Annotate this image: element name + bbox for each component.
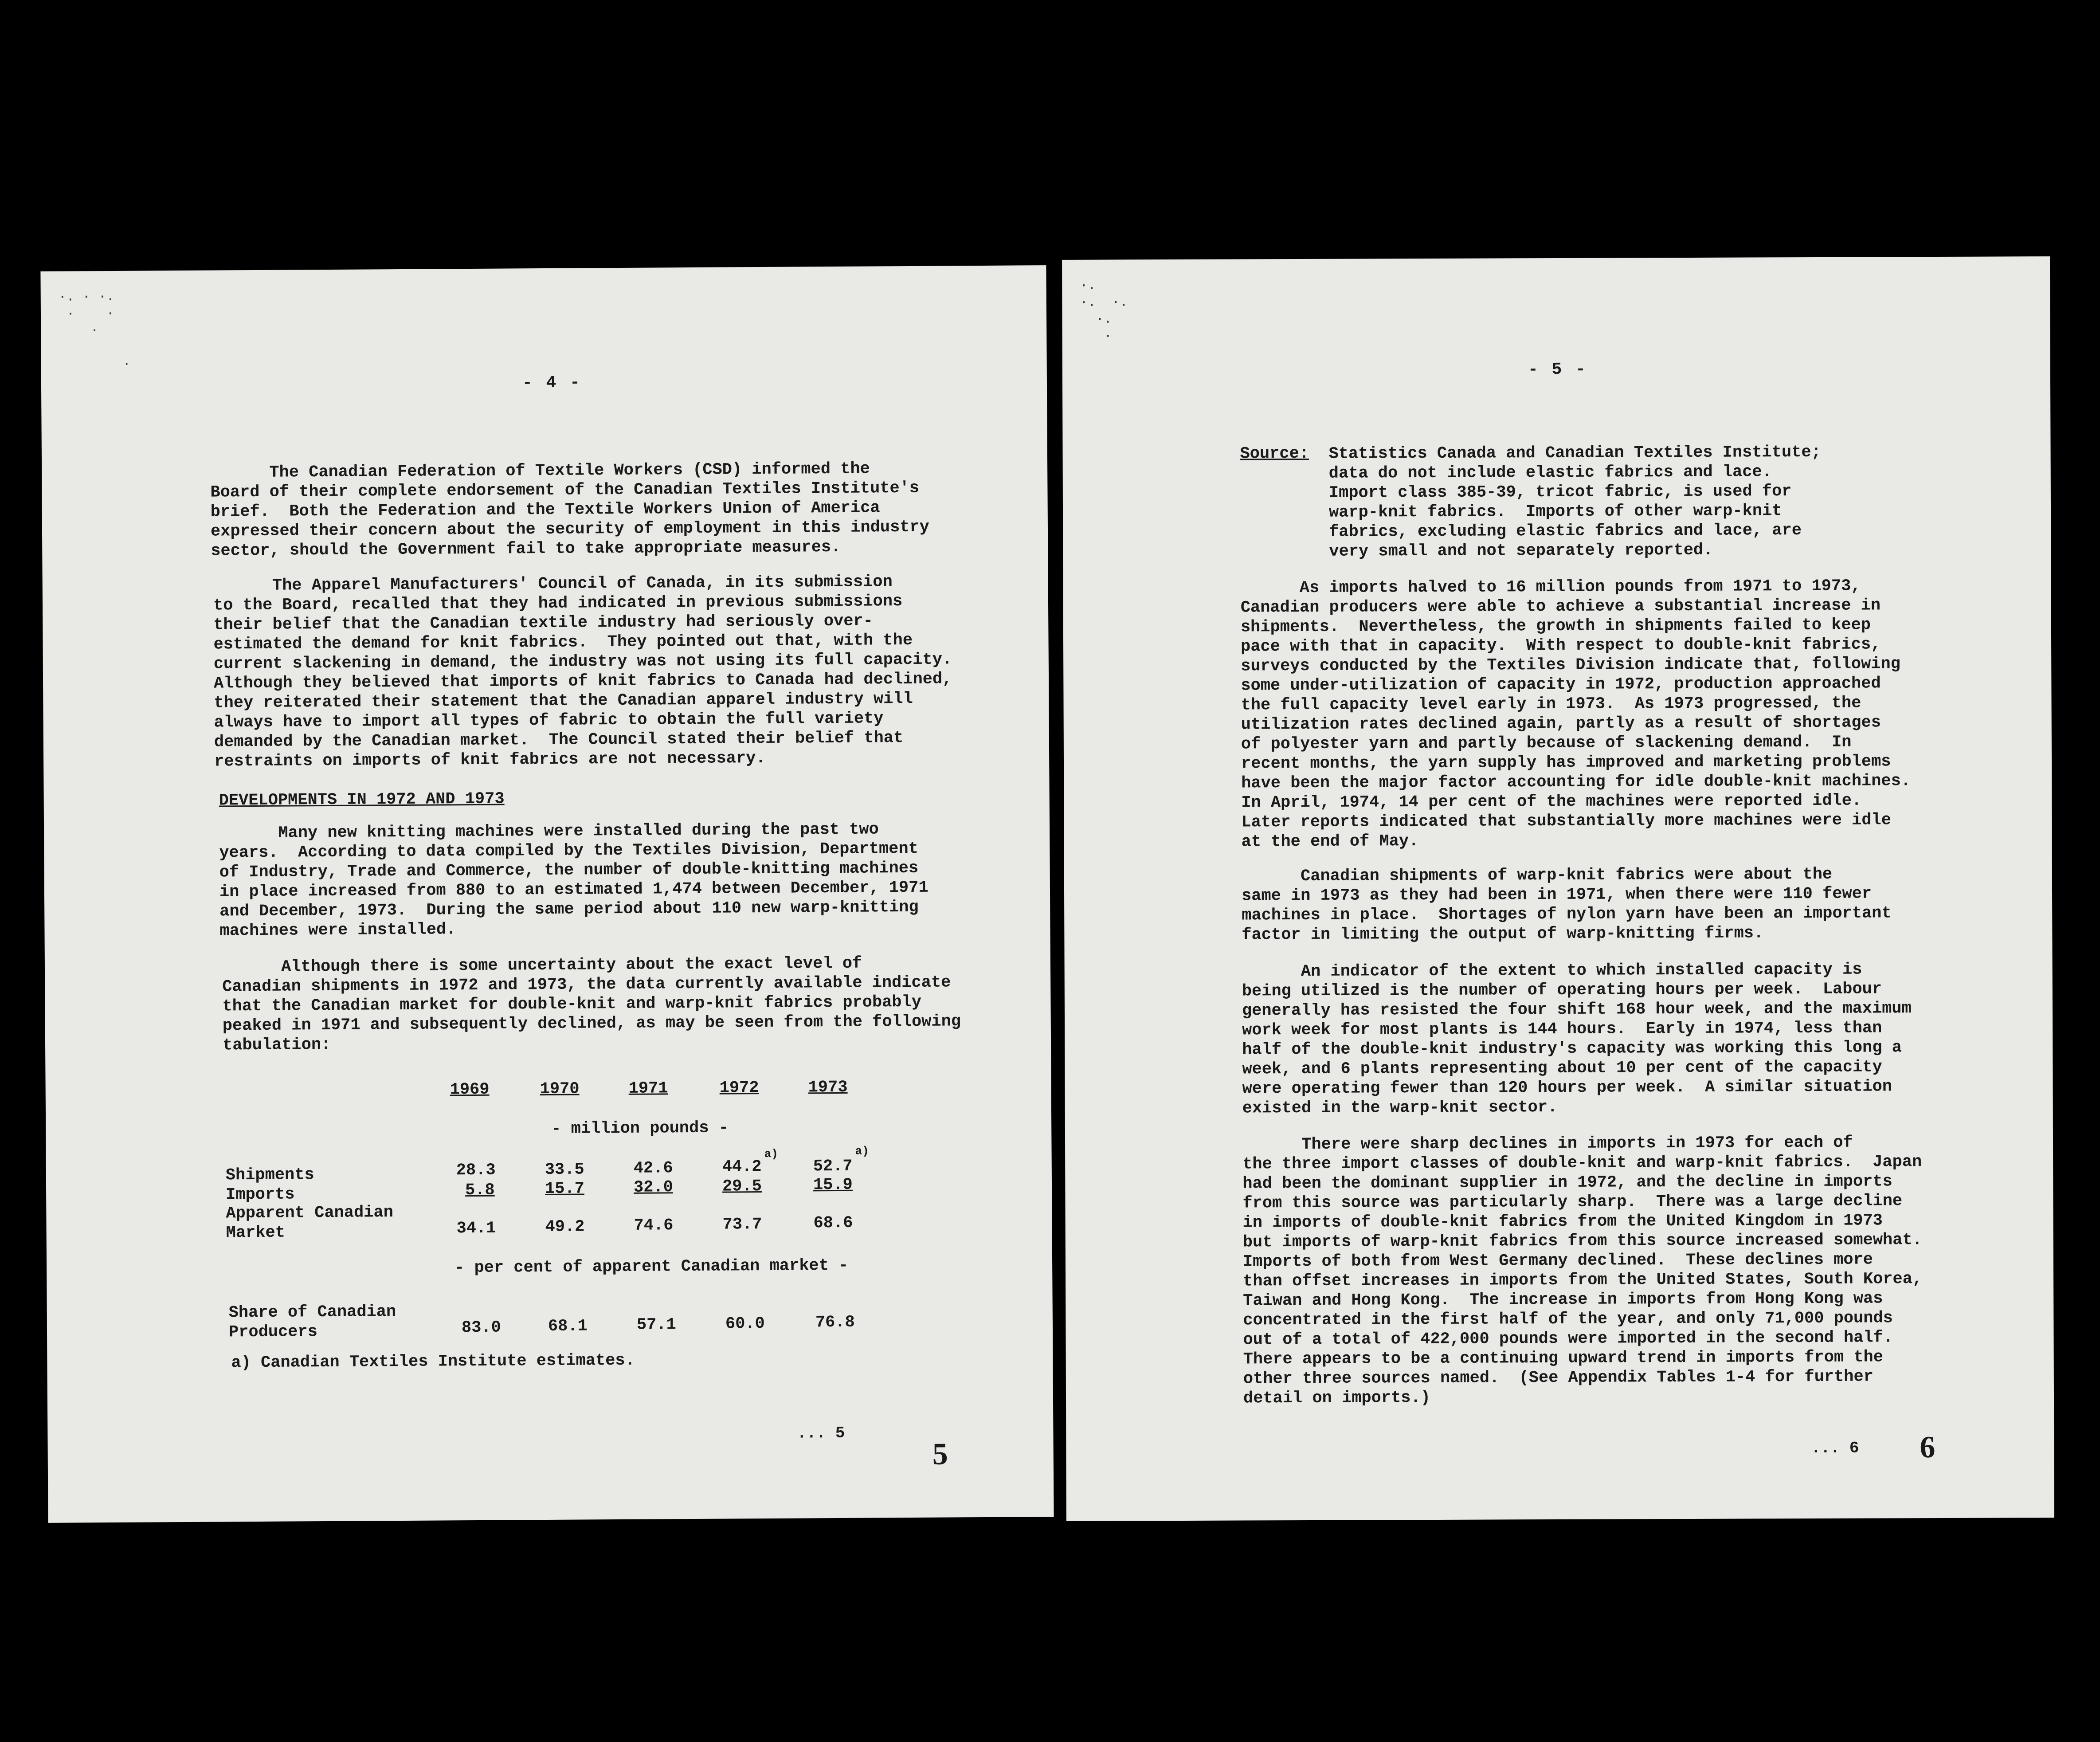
imports-value: 15.9	[813, 1175, 853, 1195]
row-label-share: Share of Canadian	[228, 1303, 396, 1322]
year-header: 1971	[628, 1079, 668, 1098]
year-header: 1969	[450, 1080, 490, 1099]
shipments-value: 28.3	[456, 1161, 496, 1180]
market-value: 34.1	[456, 1219, 496, 1238]
imports-value: 5.8	[465, 1181, 495, 1200]
market-value: 49.2	[545, 1217, 585, 1237]
share-value: 76.8	[815, 1313, 855, 1332]
shipments-value: 52.7	[813, 1157, 853, 1176]
continued-marker: ... 5	[797, 1424, 845, 1443]
year-header: 1973	[808, 1078, 848, 1097]
paragraph-uncertainty: Although there is some uncertainty about the exact level of Canadian shipments in 1972 and 1973, the data currently available indicate that the Canadian market for double-knit and warp-knit fabrics probably peaked in 1971 and subsequently declined, as may be seen from the following tabulation:	[222, 954, 961, 1055]
market-value: 68.6	[813, 1213, 853, 1233]
imports-value: 15.7	[545, 1179, 585, 1199]
paragraph-federation: The Canadian Federation of Textile Workers (CSD) informed the Board of their complete endorsement of the Canadian Textiles Institute's brief. Both the Federation and the Textile Workers Union of America expressed their concern about the security of employment in this industry sector, should the Government fail to take appropriate measures.	[210, 459, 929, 561]
table-footnote: a) Canadian Textiles Institute estimates.	[231, 1351, 635, 1373]
row-label-shipments: Shipments	[225, 1165, 314, 1185]
paragraph-knitting-machines: Many new knitting machines were installed during the past two years. According to data compiled by the Textiles Division, Department of Industry, Trade and Commerce, the number of double-knitting machines in place increased from 880 to an estimated 1,474 between December, 1971 and December, 1973. During the same period about 110 new warp-knitting machines were installed.	[219, 820, 929, 941]
document-page-right	[1062, 256, 2054, 1521]
shipments-footnote-marker: a)	[764, 1147, 778, 1161]
unit-label: - million pounds -	[551, 1118, 729, 1138]
market-value: 73.7	[722, 1215, 762, 1234]
shipments-value: 44.2	[722, 1157, 762, 1177]
row-label-share: Producers	[228, 1322, 317, 1342]
share-value: 68.1	[548, 1317, 588, 1336]
year-header: 1970	[540, 1079, 580, 1099]
continued-marker: ... 6	[1811, 1439, 1859, 1458]
row-label-market: Market	[226, 1223, 286, 1243]
year-header: 1972	[719, 1079, 759, 1098]
market-value: 74.6	[634, 1216, 674, 1235]
document-page-left	[40, 265, 1054, 1523]
section-heading: DEVELOPMENTS IN 1972 AND 1973	[219, 789, 505, 810]
paragraph-apparel-council: The Apparel Manufacturers' Council of Canada, in its submission to the Board, recalled that they had indicated in previous submissions their belief that the Canadian textile industry had seriously over- estimated the demand for knit fabrics. They pointed out that, with the current slackening in demand, the industry was not using its full capacity. Although they believed that imports of knit fabrics to Canada had declined, they reiterated their statement that the Canadian apparel industry will always have to import all types of fabric to obtain the full variety demanded by the Canadian market. The Council stated their belief that restraints on imports of knit fabrics are not necessary.	[213, 573, 952, 771]
paragraph-import-declines: There were sharp declines in imports in 1973 for each of the three import classes of double-knit and warp-knit fabrics. Japan had been the dominant supplier in 1972, and the decline in imports from this source was particularly sharp. There was a large decline in imports of double-knit fabrics from the United Kingdom in 1973 but imports of warp-knit fabrics from this source increased somewhat. Imports of both from West Germany declined. These declines more than offset increases in imports from the United States, South Korea, Taiwan and Hong Kong. The increase in imports from Hong Kong was concentrated in the first half of the year, and only 71,000 pounds out of a total of 422,000 pounds were imported in the second half. There appears to be a continuing upward trend in imports from the other three sources named. (See Appendix Tables 1-4 for further detail on imports.)	[1242, 1133, 1923, 1408]
stamp-number: 6	[1920, 1430, 1935, 1465]
source-label: Source:	[1240, 444, 1309, 463]
paragraph-warp-knit: Canadian shipments of warp-knit fabrics were about the same in 1973 as they had been in 1971, when there were 110 fewer machines in place. Shortages of nylon yarn have been an important factor in limiting the output of warp-knitting firms.	[1241, 865, 1892, 945]
percent-label: - per cent of apparent Canadian market -	[454, 1256, 849, 1278]
row-label-market: Apparent Canadian	[226, 1203, 393, 1223]
paragraph-indicator: An indicator of the extent to which installed capacity is being utilized is the number of operating hours per week. Labour generally has resisted the four shift 168 hour week, and the maximum work week for most plants is 144 hours. Early in 1974, less than half of the double-knit industry's capacity was working this long a week, and 6 plants representing about 10 per cent of the capacity were operating fewer than 120 hours per week. A similar situation existed in the warp-knit sector.	[1242, 960, 1912, 1118]
shipments-value: 33.5	[545, 1160, 584, 1180]
shipments-footnote-marker: a)	[855, 1144, 869, 1158]
source-text: Statistics Canada and Canadian Textiles Institute; data do not include elastic fabrics and lace. Import class 385-39, tricot fabric, is used for warp-knit fabrics. Imports of other warp-knit fabrics, excluding elastic fabrics and lace, are very small and not separately reported.	[1328, 443, 1821, 561]
imports-value: 32.0	[633, 1178, 674, 1197]
share-value: 57.1	[636, 1315, 676, 1334]
page-number: - 5 -	[1528, 360, 1588, 380]
row-label-imports: Imports	[226, 1185, 295, 1204]
stamp-number: 5	[932, 1437, 948, 1471]
share-value: 60.0	[725, 1314, 765, 1334]
paragraph-imports-halved: As imports halved to 16 million pounds from 1971 to 1973, Canadian producers were able to achieve a substantial increase in shipments. Nevertheless, the growth in shipments failed to keep pace with that in capacity. With respect to double-knit fabrics, surveys conducted by the Textiles Division indicate that, following some under-utilization of capacity in 1972, production approached the full capacity level early in 1973. As 1973 progressed, the utilization rates declined again, partly as a result of shortages of polyester yarn and partly because of slackening demand. In recent months, the yarn supply has improved and marketing problems have been the major factor accounting for idle double-knit machines. In April, 1974, 14 per cent of the machines were reported idle. Later reports indicated that substantially more machines were idle at the end of May.	[1240, 577, 1911, 851]
shipments-value: 42.6	[633, 1159, 673, 1178]
imports-value: 29.5	[722, 1177, 762, 1196]
page-number: - 4 -	[522, 373, 582, 393]
scan-specks: ·. · ·. · · · ·	[58, 289, 131, 373]
scan-specks: ·. ·. ·. ·. ·	[1080, 278, 1128, 344]
share-value: 83.0	[461, 1318, 501, 1338]
